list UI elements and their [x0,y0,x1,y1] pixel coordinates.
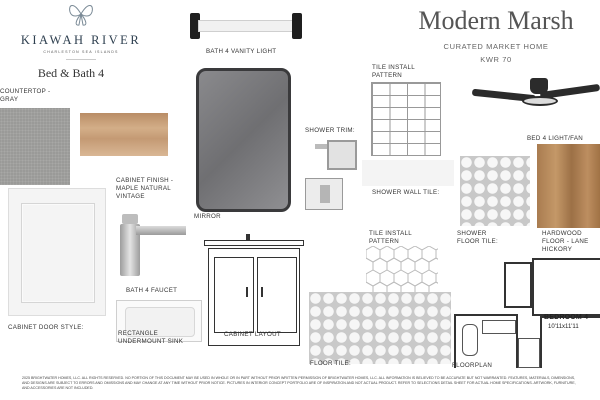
collection-title: Modern Marsh [418,6,574,35]
faucet-image [118,214,188,280]
shower-valve-image [305,178,343,210]
faucet-label: BATH 4 FAUCET [126,287,178,294]
model-code: KWR 70 [480,55,512,64]
countertop-label: COUNTERTOP - GRAY [0,88,51,103]
light-fan-label: BED 4 LIGHT/FAN [527,135,584,142]
shower-trim-label: SHOWER TRIM: [305,127,355,134]
shower-head-image [315,140,357,176]
shower-wall-tile-swatch [362,160,454,186]
page-heading: Bed & Bath 4 [37,66,105,80]
hardwood-swatch [537,144,600,228]
collection-subtitle: CURATED MARKET HOME [443,42,549,51]
subway-pattern-diagram [371,82,441,156]
tile-install-label-1: TILE INSTALL PATTERN [372,64,415,79]
cabinet-door-image [8,188,106,316]
vanity-light-label: BATH 4 VANITY LIGHT [206,48,277,55]
sink-label: RECTANGLE UNDERMOUNT SINK [118,330,184,345]
mirror-image [196,68,291,212]
cabinet-finish-label: CABINET FINISH - MAPLE NATURAL VINTAGE [116,177,174,200]
cabinet-door-label: CABINET DOOR STYLE: [8,324,84,331]
tile-install-label-2: TILE INSTALL PATTERN [369,230,412,245]
butterfly-logo-icon [66,0,96,28]
cabinet-finish-swatch [80,113,168,156]
cabinet-layout-label: CABINET LAYOUT [224,331,281,338]
vanity-light-image [190,13,302,39]
brand-sub: CHARLESTON SEA ISLANDS [43,50,119,54]
brand-divider [66,59,96,60]
disclaimer-text: 2025 BRIGHTWATER HOMES, LLC. ALL RIGHTS RESERVED. NO PORTION OF THIS DOCUMENT MAY BE USED IN WHOLE OR IN PART WITHOUT PRIOR WRITTEN PERMISSION OF BRIGHTWATER HOMES, LLC. ALL INFORMATION IS BELIEVED TO BE ACCURATE BUT NOT WARRANTED. FEATURES, MATERIALS, DIMENSIONS, AND DESIGNS ARE SUBJECT TO ERRORS AND OMISSIONS AND MAY CHANGE AT ANY TIME WITHOUT PRIOR NOTICE. PICTURES IN INTERIOR CONCEPT PORTFOLIO ARE OF INSPIRATION AND NOT ACTUAL PRODUCT. REFER TO SELECTIONS DETAIL SHEET FOR ACTUAL HOME SPECIFICATIONS. ARTWORK, FURNITURE, AND ACCESSORIES ARE NOT INCLUDED. [22,376,576,390]
floorplan-drawing [452,248,600,368]
floor-tile-label: FLOOR TILE: [310,360,352,367]
countertop-swatch [0,108,70,185]
mirror-label: MIRROR [194,213,221,220]
hardwood-label: HARDWOOD FLOOR - LANE HICKORY [542,230,589,253]
ceiling-fan-image [470,72,600,132]
logo [6,0,156,90]
floorplan-label: FLOORPLAN [452,362,493,369]
shower-wall-tile-label: SHOWER WALL TILE: [372,189,440,196]
room-name: BEDROOM 4 [544,314,589,321]
shower-floor-tile-swatch [460,156,530,226]
room-dimensions: 10'11x11'11 [548,324,579,330]
shower-floor-tile-label: SHOWER FLOOR TILE: [457,230,499,245]
brand-name: KIAWAH RIVER [20,33,142,47]
floor-tile-swatch [309,292,451,364]
